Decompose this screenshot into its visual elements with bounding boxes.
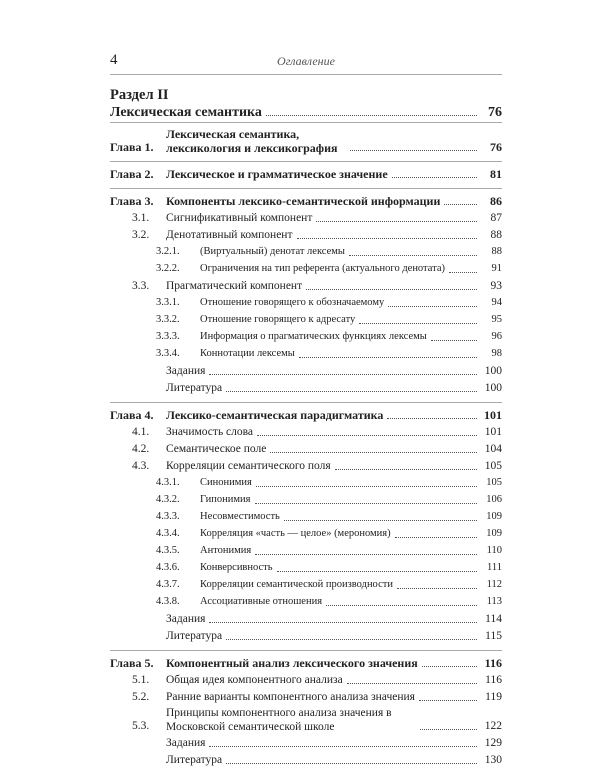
leader-dots — [359, 323, 477, 324]
section-heading — [110, 86, 502, 122]
leader-dots — [270, 452, 477, 453]
tasks-title: Задания — [166, 365, 206, 377]
leader-dots — [257, 435, 477, 436]
leader-dots — [350, 150, 477, 151]
leader-dots — [209, 622, 477, 623]
section-number: 3.1. — [132, 212, 150, 224]
section-page: 93 — [490, 280, 502, 292]
tasks-page: 114 — [485, 613, 502, 625]
divider — [110, 122, 502, 123]
subsection-page: 95 — [491, 314, 502, 325]
section-page: 76 — [488, 105, 502, 120]
toc-subsection-3-2-2 — [110, 261, 502, 277]
subsection-number: 3.2.1. — [156, 246, 180, 257]
section-title-row — [110, 104, 502, 122]
subsection-page: 106 — [486, 494, 502, 505]
subsection-title: Корреляции семантической производности — [200, 579, 393, 590]
subsection-page: 112 — [486, 579, 502, 590]
toc-subsection-3-3-4 — [110, 346, 502, 362]
leader-dots — [387, 418, 477, 419]
tasks-title: Задания — [166, 737, 206, 749]
toc-section-4-2 — [110, 441, 502, 457]
subsection-title: Отношение говорящего к адресату — [200, 314, 356, 325]
chapter-title: Лексическое и грамматическое значение — [166, 167, 388, 181]
tasks-title: Задания — [166, 613, 206, 625]
section-page: 116 — [485, 674, 502, 686]
section-label: Раздел II — [110, 87, 169, 103]
leader-dots — [209, 746, 477, 747]
toc-chapter-5 — [110, 655, 502, 671]
section-title: Корреляции семантического поля — [166, 460, 331, 472]
leader-dots — [284, 520, 477, 521]
section-number: 5.3. — [132, 720, 150, 732]
leader-dots — [255, 503, 478, 504]
subsection-page: 98 — [491, 348, 502, 359]
toc-literature — [110, 752, 502, 768]
subsection-title: Корреляция «часть — целое» (мерономия) — [200, 528, 391, 539]
subsection-page: 96 — [491, 331, 502, 342]
toc-subsection-4-3-1 — [110, 475, 502, 491]
section-title: Принципы компонентного анализа значения в Московской семантической школе — [166, 707, 392, 733]
subsection-number: 4.3.5. — [156, 545, 180, 556]
subsection-number: 4.3.2. — [156, 494, 180, 505]
leader-dots — [306, 289, 477, 290]
leader-dots — [420, 729, 477, 730]
page-number: 4 — [110, 52, 118, 68]
toc-section-4-1 — [110, 424, 502, 440]
leader-dots — [388, 306, 477, 307]
chapter-number: Глава 4. — [110, 408, 154, 422]
section-page: 87 — [490, 212, 502, 224]
leader-dots — [444, 204, 477, 205]
toc-section-5-1 — [110, 672, 502, 688]
section-page: 104 — [484, 443, 502, 455]
leader-dots — [431, 340, 477, 341]
leader-dots — [277, 571, 477, 572]
subsection-number: 3.3.1. — [156, 297, 180, 308]
leader-dots — [226, 391, 477, 392]
leader-dots — [226, 763, 477, 764]
leader-dots — [226, 639, 477, 640]
section-page: 122 — [484, 720, 502, 732]
toc-chapter-3 — [110, 193, 502, 209]
chapter-number: Глава 5. — [110, 656, 154, 670]
subsection-title: Коннотации лексемы — [200, 348, 295, 359]
chapter-title: Лексико-семантическая парадигматика — [166, 408, 384, 422]
toc-tasks — [110, 363, 502, 379]
subsection-number: 4.3.3. — [156, 511, 180, 522]
toc-subsection-3-3-3 — [110, 329, 502, 345]
divider — [110, 650, 502, 651]
subsection-title: (Виртуальный) денотат лексемы — [200, 246, 345, 257]
toc-subsection-4-3-2 — [110, 492, 502, 508]
section-title: Значимость слова — [166, 426, 254, 438]
subsection-title: Конверсивность — [200, 562, 273, 573]
chapter-page: 116 — [484, 656, 502, 670]
subsection-number: 3.2.2. — [156, 263, 180, 274]
section-title: Лексическая семантика — [110, 105, 262, 120]
section-title: Ранние варианты компонентного анализа значения — [166, 691, 415, 703]
section-title: Прагматический компонент — [166, 280, 303, 292]
chapter-title: Компоненты лексико-семантической информации — [166, 194, 441, 208]
toc-literature — [110, 380, 502, 396]
leader-dots — [349, 255, 477, 256]
subsection-page: 113 — [486, 596, 502, 607]
leader-dots — [209, 374, 477, 375]
literature-title: Литература — [166, 630, 223, 642]
divider — [110, 402, 502, 403]
literature-title: Литература — [166, 754, 223, 766]
tasks-page: 100 — [484, 365, 502, 377]
leader-dots — [316, 221, 477, 222]
subsection-title: Ограничения на тип референта (актуального денотата) — [200, 263, 446, 274]
subsection-number: 3.3.3. — [156, 331, 180, 342]
toc-subsection-3-3-1 — [110, 295, 502, 311]
toc-subsection-3-2-1 — [110, 244, 502, 260]
section-page: 101 — [484, 426, 502, 438]
toc-section-3-2 — [110, 227, 502, 243]
section-page: 119 — [485, 691, 502, 703]
section-title: Общая идея компонентного анализа — [166, 674, 343, 686]
toc-subsection-3-3-2 — [110, 312, 502, 328]
subsection-title: Гипонимия — [200, 494, 251, 505]
subsection-title: Несовместимость — [200, 511, 280, 522]
toc-chapter-1 — [110, 127, 502, 155]
section-number: 5.2. — [132, 691, 150, 703]
leader-dots — [419, 700, 477, 701]
section-title: Денотативный компонент — [166, 229, 293, 241]
section-page: 88 — [490, 229, 502, 241]
section-number: 3.3. — [132, 280, 150, 292]
toc-tasks — [110, 611, 502, 627]
section-title: Семантическое поле — [166, 443, 267, 455]
divider — [110, 161, 502, 162]
subsection-page: 105 — [486, 477, 502, 488]
toc-section-3-3 — [110, 278, 502, 294]
leader-dots — [347, 683, 477, 684]
chapter-page: 81 — [490, 167, 502, 181]
literature-title: Литература — [166, 382, 223, 394]
subsection-number: 4.3.1. — [156, 477, 180, 488]
section-title: Сигнификативный компонент — [166, 212, 313, 224]
chapter-page: 76 — [490, 140, 502, 154]
section-number: 3.2. — [132, 229, 150, 241]
section-number: 4.1. — [132, 426, 150, 438]
subsection-title: Антонимия — [200, 545, 252, 556]
toc-section-5-3 — [110, 706, 502, 734]
toc-subsection-4-3-5 — [110, 543, 502, 559]
header-rule — [110, 74, 502, 75]
toc-subsection-4-3-6 — [110, 560, 502, 576]
running-title: Оглавление — [277, 54, 335, 68]
leader-dots — [395, 537, 477, 538]
tasks-page: 129 — [484, 737, 502, 749]
leader-dots — [449, 272, 477, 273]
page-header — [110, 52, 502, 76]
subsection-page: 110 — [486, 545, 502, 556]
leader-dots — [256, 486, 477, 487]
subsection-number: 3.3.4. — [156, 348, 180, 359]
subsection-number: 4.3.7. — [156, 579, 180, 590]
toc-chapter-2 — [110, 166, 502, 182]
literature-page: 115 — [485, 630, 502, 642]
chapter-page: 86 — [490, 194, 502, 208]
chapter-page: 101 — [484, 408, 502, 422]
leader-dots — [299, 357, 477, 358]
toc-subsection-4-3-8 — [110, 594, 502, 610]
toc-subsection-4-3-3 — [110, 509, 502, 525]
subsection-page: 88 — [491, 246, 502, 257]
chapter-number: Глава 2. — [110, 167, 154, 181]
subsection-page: 94 — [491, 297, 502, 308]
toc-subsection-4-3-7 — [110, 577, 502, 593]
literature-page: 130 — [484, 754, 502, 766]
subsection-title: Информация о прагматических функциях лексемы — [200, 331, 427, 342]
subsection-title: Синонимия — [200, 477, 252, 488]
divider — [110, 188, 502, 189]
subsection-title: Отношение говорящего к обозначаемому — [200, 297, 385, 308]
leader-dots — [422, 666, 477, 667]
subsection-number: 4.3.6. — [156, 562, 180, 573]
leader-dots — [326, 605, 477, 606]
subsection-page: 109 — [486, 528, 502, 539]
subsection-page: 109 — [486, 511, 502, 522]
section-page: 105 — [484, 460, 502, 472]
chapter-title: Лексическая семантика, лексикология и лексикография — [166, 127, 338, 155]
chapter-number: Глава 3. — [110, 194, 154, 208]
toc-subsection-4-3-4 — [110, 526, 502, 542]
chapter-title: Компонентный анализ лексического значения — [166, 656, 418, 670]
subsection-number: 4.3.8. — [156, 596, 180, 607]
section-number: 4.2. — [132, 443, 150, 455]
toc-tasks — [110, 735, 502, 751]
toc-section-5-2 — [110, 689, 502, 705]
section-number: 4.3. — [132, 460, 150, 472]
subsection-number: 4.3.4. — [156, 528, 180, 539]
leader-dots — [266, 115, 477, 116]
toc-section-3-1 — [110, 210, 502, 226]
subsection-title: Ассоциативные отношения — [200, 596, 323, 607]
section-number: 5.1. — [132, 674, 150, 686]
literature-page: 100 — [484, 382, 502, 394]
toc-literature — [110, 628, 502, 644]
table-of-contents — [110, 122, 502, 768]
chapter-number: Глава 1. — [110, 140, 154, 154]
leader-dots — [397, 588, 477, 589]
leader-dots — [335, 469, 477, 470]
toc-section-4-3 — [110, 458, 502, 474]
toc-chapter-4 — [110, 407, 502, 423]
subsection-page: 111 — [487, 562, 502, 573]
leader-dots — [392, 177, 477, 178]
subsection-number: 3.3.2. — [156, 314, 180, 325]
leader-dots — [255, 554, 477, 555]
leader-dots — [297, 238, 478, 239]
subsection-page: 91 — [491, 263, 502, 274]
